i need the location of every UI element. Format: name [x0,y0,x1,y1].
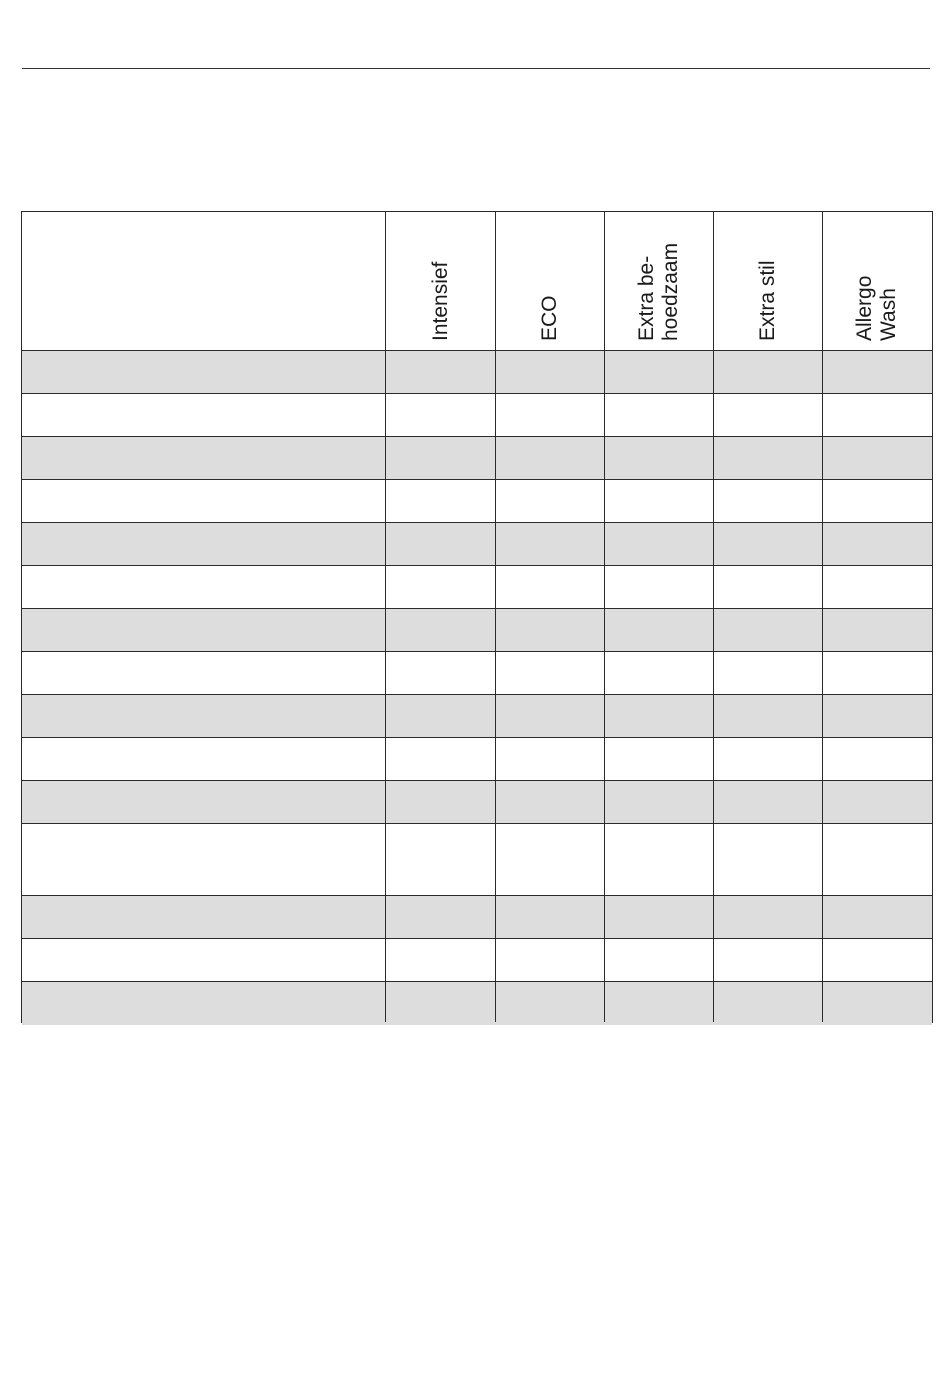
table-cell [495,781,604,823]
table-cell [604,781,713,823]
table-cell [604,394,713,436]
column-header-eco [495,212,604,350]
table-cell [604,437,713,479]
table-cell [604,609,713,651]
table-row [22,609,932,652]
table-cell [713,652,822,694]
table-cell [713,896,822,938]
table-cell [713,480,822,522]
table-row [22,824,932,896]
table-cell [386,609,495,651]
row-label [22,824,386,895]
column-header-intensief [386,212,495,350]
table-row [22,896,932,939]
table-cell [495,824,604,895]
table-cell [604,566,713,608]
column-header-label: Extra be- hoedzaam [634,242,682,341]
row-label [22,480,386,522]
row-label [22,939,386,981]
row-label [22,523,386,565]
table-cell [386,437,495,479]
table-cell [713,824,822,895]
table-cell [604,738,713,780]
column-header-allergo-wash [822,212,932,350]
column-divider [385,212,386,1022]
table-cell [822,523,932,565]
column-header-label: Extra stil [755,260,779,341]
table-row [22,652,932,695]
table-cell [495,566,604,608]
row-label [22,652,386,694]
table-cell [495,896,604,938]
table-cell [604,523,713,565]
table-cell [822,437,932,479]
column-divider [713,212,714,1022]
table-cell [604,480,713,522]
corner-cell [22,212,386,350]
column-divider [495,212,496,1022]
table-row [22,566,932,609]
table-cell [822,982,932,1025]
table-cell [713,781,822,823]
table-cell [713,982,822,1025]
column-header-extra-behoedzaam [604,212,713,350]
table-cell [386,738,495,780]
table-header-row [22,212,932,351]
table-row [22,982,932,1025]
table-cell [386,982,495,1025]
table-cell [495,609,604,651]
table-cell [822,652,932,694]
row-label [22,982,386,1025]
table-cell [386,695,495,737]
table-cell [604,351,713,393]
table-cell [604,824,713,895]
table-cell [604,939,713,981]
table-cell [386,824,495,895]
table-row [22,738,932,781]
table-cell [822,695,932,737]
table-cell [822,781,932,823]
table-row [22,351,932,394]
program-table [21,211,933,1023]
table-cell [386,394,495,436]
row-label [22,566,386,608]
row-label [22,781,386,823]
row-label [22,695,386,737]
table-cell [822,394,932,436]
table-cell [386,939,495,981]
table-cell [386,566,495,608]
table-cell [495,738,604,780]
table-cell [495,351,604,393]
table-cell [713,437,822,479]
row-label [22,896,386,938]
row-label [22,738,386,780]
table-cell [386,523,495,565]
row-label [22,437,386,479]
row-label [22,609,386,651]
table-cell [822,824,932,895]
table-cell [495,437,604,479]
column-divider [604,212,605,1022]
table-cell [495,695,604,737]
column-header-extra-stil [713,212,822,350]
table-cell [713,695,822,737]
table-cell [713,939,822,981]
table-row [22,437,932,480]
table-cell [822,351,932,393]
table-cell [822,609,932,651]
table-cell [386,781,495,823]
table-cell [713,738,822,780]
table-row [22,781,932,824]
table-cell [822,480,932,522]
table-cell [495,394,604,436]
column-divider [822,212,823,1022]
header-rule [22,68,930,69]
table-cell [822,896,932,938]
table-cell [713,566,822,608]
table-row [22,480,932,523]
table-cell [713,609,822,651]
table-cell [822,738,932,780]
table-cell [713,394,822,436]
column-header-label: ECO [537,295,561,341]
table-cell [386,896,495,938]
table-row [22,939,932,982]
table-row [22,523,932,566]
table-cell [713,523,822,565]
table-cell [386,652,495,694]
column-header-label: Intensief [428,261,452,341]
table-cell [604,896,713,938]
table-cell [495,523,604,565]
table-cell [386,480,495,522]
table-cell [822,566,932,608]
table-cell [386,351,495,393]
table-cell [495,652,604,694]
table-cell [604,652,713,694]
table-cell [604,695,713,737]
table-row [22,394,932,437]
table-cell [495,939,604,981]
row-label [22,394,386,436]
row-label [22,351,386,393]
table-cell [495,480,604,522]
table-row [22,695,932,738]
column-header-label: Allergo Wash [853,275,900,341]
table-cell [604,982,713,1025]
table-cell [713,351,822,393]
table-cell [495,982,604,1025]
table-cell [822,939,932,981]
